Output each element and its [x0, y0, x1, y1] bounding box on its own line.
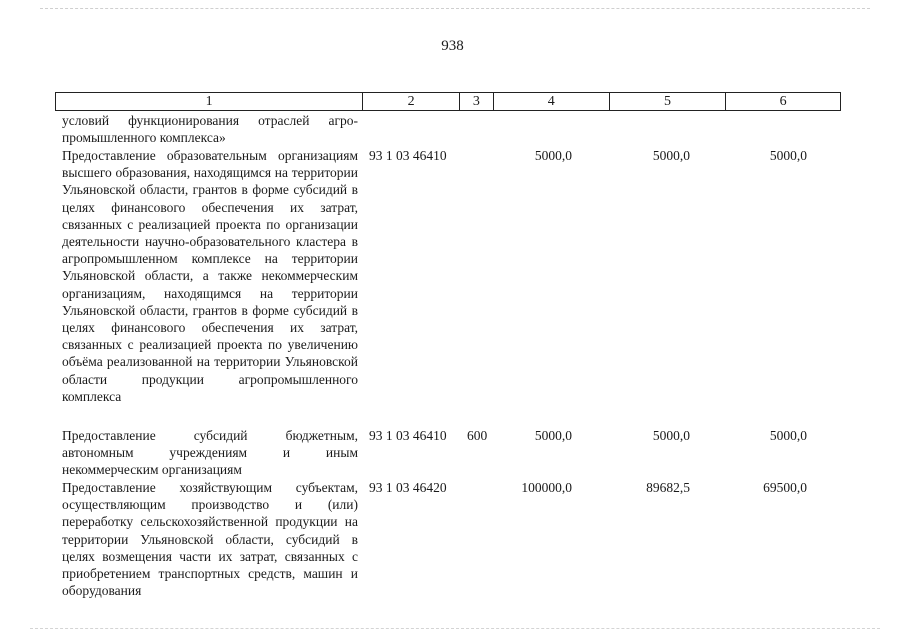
header-col-3: 3 — [460, 93, 494, 110]
row-code: 93 1 03 46410 — [369, 428, 447, 443]
row-code: 93 1 03 46420 — [369, 480, 447, 495]
scan-edge-bottom — [30, 628, 880, 630]
row-description: Предоставление образовательным организациям высшего образования, находящимся на территории Ульяновской области, грантов в форме субсидий в целях финансового обеспечения их затрат, связанных с реализацией проекта по организации деятельности научно-образовательного кластера в агропромышленном комплексе на территории Ульяновской области, а также некоммерческим организациям, находящимся на территории Ульяновской области, грантов в форме субсидий в целях финансового обеспечения их затрат, связанных с реализацией проекта по увеличению объёма реализованной на территории Ульяновской области продукции агропромышленного комплекса — [62, 148, 358, 404]
row-col4: 5000,0 — [534, 428, 572, 443]
continuation-text: условий функционирования отраслей агро-промышленного комплекса» — [62, 113, 358, 146]
header-col-1: 1 — [56, 93, 363, 110]
row-col4: 5000,0 — [534, 148, 572, 163]
page-number: 938 — [441, 38, 464, 54]
row-description: Предоставление хозяйствующим субъектам, осуществляющим производство и (или) переработку сельскохозяйственной продукции на территории Ульяновской области, субсидий в целях возмещения части их затрат, связанных с приобретением транспортных средств, машин и оборудования — [62, 480, 358, 599]
row-col6: 69500,0 — [763, 480, 807, 495]
row-col6: 5000,0 — [769, 148, 807, 163]
header-col-2: 2 — [363, 93, 460, 110]
row-col5: 5000,0 — [652, 428, 690, 443]
row-col4: 100000,0 — [521, 480, 572, 495]
header-col-4: 4 — [494, 93, 610, 110]
row-code: 93 1 03 46410 — [369, 148, 447, 163]
row-vr: 600 — [467, 428, 488, 443]
row-description: Предоставление субсидий бюджетным, автономным учреждениям и иным некоммерческим организациям — [62, 428, 358, 478]
row-col6: 5000,0 — [769, 428, 807, 443]
header-col-6: 6 — [779, 94, 787, 109]
row-col5: 89682,5 — [646, 480, 690, 495]
row-col5: 5000,0 — [652, 148, 690, 163]
header-col-5: 5 — [610, 93, 727, 110]
table-header — [55, 92, 841, 111]
scan-edge-top — [40, 8, 870, 10]
